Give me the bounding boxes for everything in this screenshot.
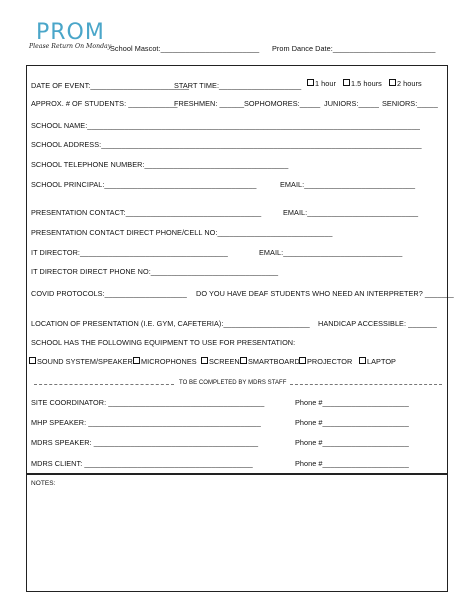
principal-email-field[interactable]: EMAIL:___________________________ <box>280 180 416 189</box>
seniors-field[interactable]: SENIORS:_____ <box>382 99 438 108</box>
option-label: 2 hours <box>397 79 422 88</box>
equipment-sound-system[interactable] <box>29 357 133 366</box>
checkbox[interactable] <box>240 357 247 364</box>
it-phone-field[interactable]: IT DIRECTOR DIRECT PHONE NO:_______________________________ <box>31 267 279 276</box>
equipment-microphones[interactable] <box>133 357 197 366</box>
mdrs-client-field[interactable]: MDRS CLIENT: _________________________________________ <box>31 459 253 468</box>
option-label: SOUND SYSTEM/SPEAKER <box>37 357 133 366</box>
checkbox[interactable] <box>359 357 366 364</box>
approx-students-field[interactable]: APPROX. # OF STUDENTS: ____________ <box>31 99 178 108</box>
site-coordinator-phone-field[interactable]: Phone #_____________________ <box>295 398 409 407</box>
prom-date-field[interactable]: Prom Dance Date:_________________________ <box>272 44 436 53</box>
checkbox[interactable] <box>133 357 140 364</box>
equipment-screen[interactable] <box>201 357 240 366</box>
mdrs-client-phone-field[interactable]: Phone #_____________________ <box>295 459 409 468</box>
school-phone-field[interactable]: SCHOOL TELEPHONE NUMBER:___________________________________ <box>31 160 289 169</box>
freshmen-field[interactable]: FRESHMEN: ______ <box>174 99 245 108</box>
option-2-hours[interactable] <box>389 79 422 88</box>
handicap-accessible-field[interactable]: HANDICAP ACCESSIBLE: _______ <box>318 319 437 328</box>
option-1-hour[interactable] <box>307 79 336 88</box>
equipment-projector[interactable] <box>299 357 352 366</box>
option-label: SCREEN <box>209 357 240 366</box>
option-label: SMARTBOARD <box>248 357 300 366</box>
it-director-field[interactable]: IT DIRECTOR:____________________________________ <box>31 248 228 257</box>
presentation-contact-field[interactable]: PRESENTATION CONTACT:_________________________________ <box>31 208 262 217</box>
school-mascot-field[interactable]: School Mascot:________________________ <box>110 44 260 53</box>
notes-label: NOTES: <box>31 480 56 487</box>
checkbox[interactable] <box>299 357 306 364</box>
option-label: 1 hour <box>315 79 336 88</box>
site-coordinator-field[interactable]: SITE COORDINATOR: ______________________________________ <box>31 398 265 407</box>
covid-protocols-field[interactable]: COVID PROTOCOLS:____________________ <box>31 289 187 298</box>
option-1-5-hours[interactable] <box>343 79 382 88</box>
equipment-smartboard[interactable] <box>240 357 300 366</box>
mhp-speaker-field[interactable]: MHP SPEAKER: __________________________________________ <box>31 418 261 427</box>
option-label: MICROPHONES <box>141 357 197 366</box>
school-name-field[interactable]: SCHOOL NAME:_________________________________________________________________________________ <box>31 121 421 130</box>
contact-phone-field[interactable]: PRESENTATION CONTACT DIRECT PHONE/CELL NO:____________________________ <box>31 228 333 237</box>
juniors-field[interactable]: JUNIORS:_____ <box>324 99 379 108</box>
checkbox[interactable] <box>201 357 208 364</box>
equipment-laptop[interactable] <box>359 357 396 366</box>
checkbox[interactable] <box>307 79 314 86</box>
start-time-field[interactable]: START TIME:____________________ <box>174 81 302 90</box>
sophomores-field[interactable]: SOPHOMORES:_____ <box>244 99 321 108</box>
mhp-speaker-phone-field[interactable]: Phone #_____________________ <box>295 418 409 427</box>
it-email-field[interactable]: EMAIL:_____________________________ <box>259 248 403 257</box>
checkbox[interactable] <box>389 79 396 86</box>
contact-email-field[interactable]: EMAIL:___________________________ <box>283 208 419 217</box>
divider-right <box>290 384 442 385</box>
staff-section-heading: TO BE COMPLETED BY MDRS STAFF <box>179 380 287 386</box>
checkbox[interactable] <box>343 79 350 86</box>
notes-box[interactable] <box>26 474 448 592</box>
equipment-heading: SCHOOL HAS THE FOLLOWING EQUIPMENT TO USE FOR PRESENTATION: <box>31 338 296 347</box>
option-label: PROJECTOR <box>307 357 353 366</box>
school-address-field[interactable]: SCHOOL ADDRESS:______________________________________________________________________________ <box>31 140 422 149</box>
school-principal-field[interactable]: SCHOOL PRINCIPAL:_____________________________________ <box>31 180 257 189</box>
prom-logo: PROM <box>36 20 105 45</box>
divider-left <box>34 384 174 385</box>
option-label: LAPTOP <box>367 357 396 366</box>
date-of-event-field[interactable]: DATE OF EVENT:________________________ <box>31 81 189 90</box>
location-field[interactable]: LOCATION OF PRESENTATION (I.E. GYM, CAFETERIA):_____________________ <box>31 319 310 328</box>
option-label: 1.5 hours <box>351 79 382 88</box>
checkbox[interactable] <box>29 357 36 364</box>
logo-tagline: Please Return On Monday <box>29 43 112 50</box>
mdrs-speaker-phone-field[interactable]: Phone #_____________________ <box>295 438 409 447</box>
deaf-interpreter-field[interactable]: DO YOU HAVE DEAF STUDENTS WHO NEED AN INTERPRETER? _______ <box>196 289 454 298</box>
mdrs-speaker-field[interactable]: MDRS SPEAKER: ________________________________________ <box>31 438 259 447</box>
